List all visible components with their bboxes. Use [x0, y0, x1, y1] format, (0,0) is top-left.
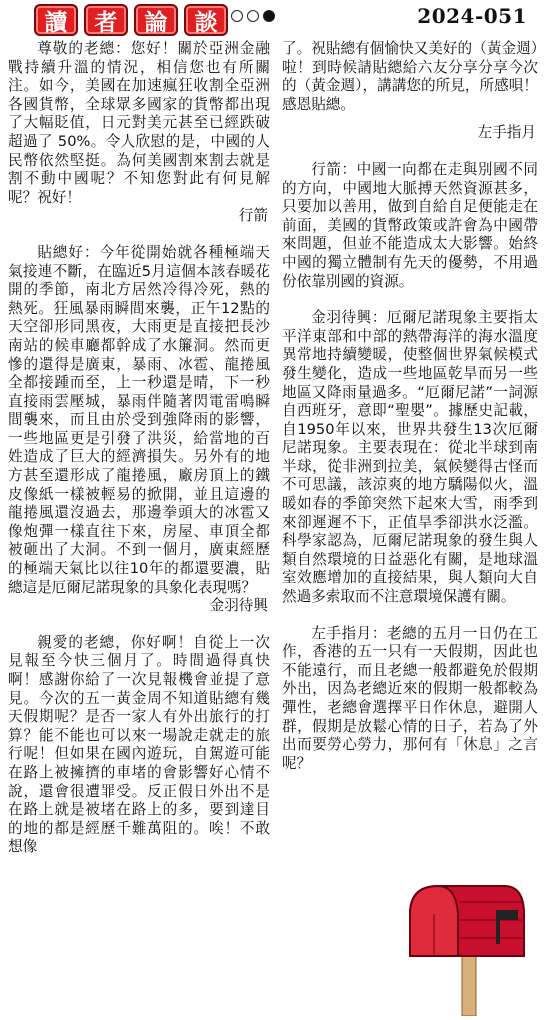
title-char: 讀 — [34, 4, 78, 36]
letter-text: 貼總好：今年從開始就各種極端天氣接連不斷，在臨近5月這個本該春暖花開的季節，南北方居然冷得冷死，熱的熱死。狂風暴雨瞬間來襲，正午12點的天空卻形同黑夜，大雨更是直接把長沙南站的候車廳都幹成了水簾洞。然而更慘的還得是廣東，暴雨、冰雹、龍捲風全都接踵而至，上一秒還是晴，下一秒直接雨雲壓城，暴雨伴隨著閃電雷鳴瞬間襲來，而且由於受到強降雨的影響，一些地區更是引發了洪災，給當地的百姓造成了巨大的經濟損失。另外有的地方甚至還形成了龍捲風，廠房頂上的鐵皮像紙一樣被輕易的掀開，並且這邊的龍捲風還沒過去，那邊拳頭大的冰雹又像炮彈一樣直往下來，房屋、車頂全都被砸出了大洞。不到一個月，廣東經歷的極端天氣比以往10年的都還要濃，貼總這是厄爾尼諾現象的具象化表現嗎？ — [8, 243, 270, 596]
reader-letter-continued — [282, 40, 538, 143]
letter-signature: 左手指月 — [477, 124, 536, 142]
title-char: 談 — [184, 4, 228, 36]
reply-text: 行箭：中國一向都在走與別國不同的方向，中國地大脈搏天然資源甚多，只要加以善用，做到自給自足便能走在前面，美國的貨幣政策或許會為中國帶來問題，但並不能造成太大影響。始終中國的獨立體制有先天的優勢，不用過份依靠別國的資源。 — [282, 160, 538, 290]
title-char: 者 — [84, 4, 128, 36]
editor-reply — [282, 161, 538, 291]
page-header — [0, 0, 545, 34]
reader-letter — [8, 244, 270, 616]
reply-text: 金羽待興：厄爾尼諾現象主要指太平洋東部和中部的熱帶海洋的海水溫度異常地持續變暖，使整個世界氣候模式發生變化，造成一些地區乾旱而另一些地區又降雨量過多。“厄爾尼諾”一詞源自西班牙，意即“聖嬰”。據歷史記載，自1950年以來，世界共發生13次厄爾尼諾現象。主要表現在：從北半球到南半球，從非洲到拉美，氣候變得古怪而不可思議，該涼爽的地方驕陽似火，溫暖如春的季節突然下起來大雪，雨季到來卻遲遲不下，正值旱季卻洪水泛濫。科學家認為，厄爾尼諾現象的發生與人類自然環境的日益惡化有關，是地球溫室效應增加的直接結果，與人類向大自然過多索取而不注意環境保護有關。 — [282, 309, 538, 606]
section-title — [34, 4, 228, 36]
letter-text: 尊敬的老總：您好！關於亞洲金融戰持續升溫的情況，相信您也有所關注。如今，美國在加速瘋狂收割全亞洲各國貨幣，全球眾多國家的貨幣都出現了大幅貶值，日元對美元甚至已經跌破超過了 50%。令人欣慰的是，中國的人民幣依然堅挺。為何美國割來割去就是割不動中國呢？不知您對此有何見解呢？祝好！ — [8, 40, 270, 206]
right-column — [282, 40, 538, 773]
letter-signature: 行箭 — [238, 207, 268, 225]
left-column — [8, 40, 270, 857]
issue-number: 2024-051 — [417, 4, 527, 28]
reply-text: 左手指月：老總的五月一日仍在工作，香港的五一只有一天假期，因此也不能遠行，而且老總一般都避免於假期外出，因為老總近來的假期一般都較為彈性，老總會選擇平日作休息，避開人群，假期是放鬆心情的日子，若為了外出而要勞心勞力，那何有「休息」之言呢？ — [282, 624, 538, 772]
editor-reply — [282, 309, 538, 607]
reader-letter — [8, 40, 270, 226]
circle-filled-icon — [263, 10, 275, 22]
letter-signature: 金羽待興 — [209, 597, 268, 615]
decorative-dots — [231, 10, 275, 22]
circle-outline-icon — [231, 10, 243, 22]
letter-text: 了。祝貼總有個愉快又美好的（黃金週）啦！到時候請貼總給六友分享分享今次的（黃金週），講講您的所見，所感唄！感恩貼總。 — [282, 40, 538, 113]
circle-outline-icon — [247, 10, 259, 22]
reader-letter — [8, 634, 270, 857]
mailbox-icon — [400, 880, 532, 1016]
editor-reply — [282, 625, 538, 774]
title-char: 論 — [134, 4, 178, 36]
letter-text: 親愛的老總，你好啊！自從上一次見報至今快三個月了。時間過得真快啊！感謝你給了一次見報機會並提了意見。今次的五一黃金周不知道貼總有幾天假期呢？是否一家人有外出旅行的打算？能不能也可以來一場說走就走的旅行呢！但如果在國內遊玩，自駕遊可能在路上被擁擠的車堵的會影響好心情不說，還會很遭罪受。反正假日外出不是在路上就是被堵在路上的多，要到達目的地的都是經歷千難萬阻的。唉！不敢想像 — [8, 633, 270, 856]
